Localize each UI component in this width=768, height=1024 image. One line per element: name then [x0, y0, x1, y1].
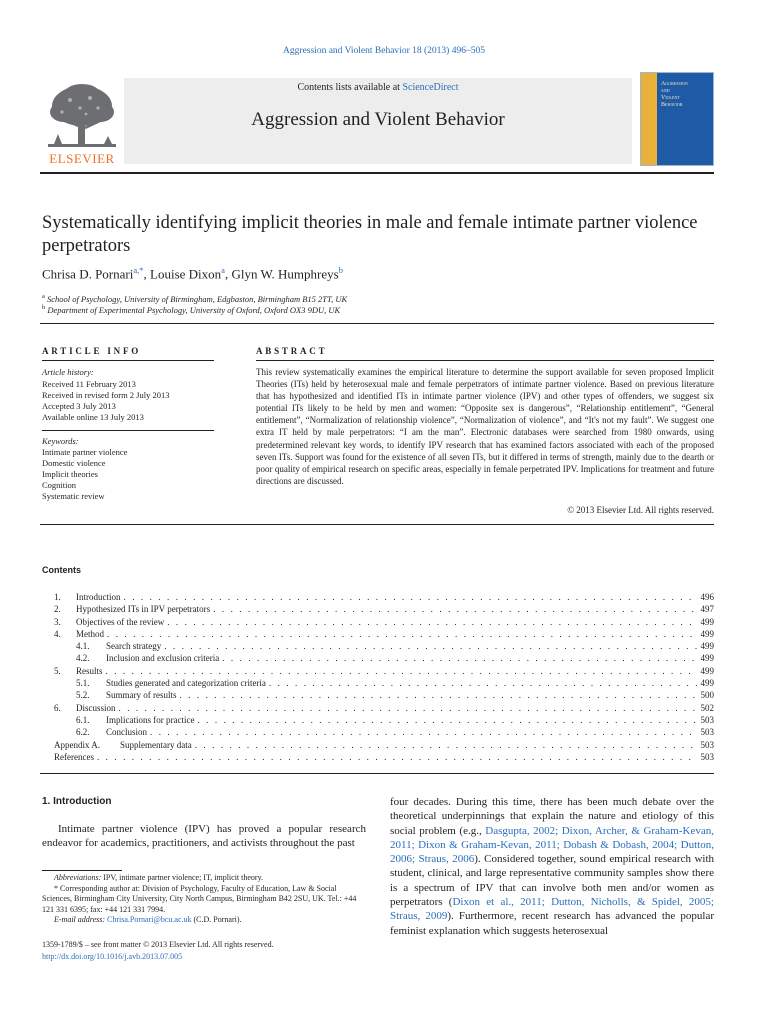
copyright-notice: © 2013 Elsevier Ltd. All rights reserved. [567, 505, 714, 515]
cover-title-line: and [661, 88, 670, 94]
abbreviations-text: IPV, intimate partner violence; IT, implicit theory. [101, 873, 264, 882]
journal-name: Aggression and Violent Behavior [251, 109, 505, 130]
contents-available-line [124, 82, 632, 93]
corresponding-author-footnote [42, 884, 366, 916]
toc-entry-label[interactable]: Inclusion and exclusion criteria [106, 653, 220, 664]
citation-link[interactable]: Dixon et al., 2011; Dutton, Nicholls, & Spidel, 2005; Straus, 2009 [390, 896, 714, 923]
author-affiliation-mark[interactable]: a,* [133, 265, 144, 275]
article-info-rule [42, 360, 214, 361]
toc-entry-page: 503 [700, 727, 714, 738]
toc-entry[interactable] [54, 678, 714, 690]
abbreviations-footnote [42, 873, 366, 884]
footnote-rule [42, 870, 122, 871]
toc-entry-page: 503 [700, 751, 714, 762]
toc-entry-number: 1. [54, 592, 61, 602]
contents-top-rule [40, 524, 714, 525]
toc-leader-dots [124, 592, 697, 602]
affiliation [42, 304, 340, 315]
toc-entry-label[interactable]: References [54, 751, 94, 762]
sciencedirect-link[interactable]: ScienceDirect [402, 82, 459, 93]
toc-entry-page: 499 [700, 653, 714, 664]
email-suffix: (C.D. Pornari). [191, 915, 242, 924]
paragraph-text: four decades. During this time, there has been much debate over the theoretical underpinnings that explain the nature and etiology of this social problem (e.g., [390, 796, 714, 837]
toc-leader-dots [195, 740, 697, 750]
toc-entry-number: 5.1. [76, 678, 90, 689]
toc-entry-page: 499 [700, 665, 714, 676]
toc-entry[interactable] [54, 752, 714, 764]
toc-entry-number: 4.1. [76, 641, 90, 652]
affiliation-text: Department of Experimental Psychology, University of Oxford, Oxford OX3 9DU, UK [47, 304, 341, 315]
doi-link[interactable]: http://dx.doi.org/10.1016/j.avb.2013.07.005 [42, 952, 183, 961]
toc-entry-number: 6.1. [76, 714, 90, 725]
toc-entry[interactable] [54, 690, 714, 702]
toc-entry-number: 5.2. [76, 690, 90, 701]
toc-leader-dots [197, 715, 696, 725]
corresponding-text: Corresponding author at: Division of Psychology, Faculty of Education, Law & Social Sciences, Birmingham City University, City North Campus, Birmingham B42 2SU, UK. Tel.: +44 121 331 6395; fax: +44 121 331 7994. [42, 883, 357, 914]
keyword: Domestic violence [42, 458, 106, 468]
author-name: Louise Dixon [150, 266, 222, 282]
table-of-contents [54, 592, 714, 764]
toc-entry-number: 4.2. [76, 653, 90, 664]
history-online: Available online 13 July 2013 [42, 412, 144, 422]
toc-entry-page: 499 [700, 616, 714, 627]
keyword: Implicit theories [42, 469, 98, 479]
toc-entry-page: 496 [700, 592, 714, 602]
contents-available-text: Contents lists available at [297, 82, 403, 93]
email-label: E-mail address: [54, 915, 106, 924]
intro-paragraph-right [390, 795, 714, 938]
paragraph-text: ). Considered together, sound empirical research with student, clinical, and large representative community samples show there is a spectrum of IPV that can involve both men and/or women as perpetrators ( [390, 853, 714, 909]
toc-entry-label[interactable]: Conclusion [106, 727, 148, 738]
keyword: Systematic review [42, 491, 105, 501]
toc-entry-page: 500 [700, 690, 714, 701]
header-rule [40, 172, 714, 174]
article-info-heading: ARTICLE INFO [42, 346, 142, 356]
keywords-rule [42, 430, 214, 431]
journal-citation-link[interactable]: Aggression and Violent Behavior 18 (2013) 496–505 [283, 46, 485, 56]
affiliation-mark: a [42, 293, 45, 300]
toc-entry[interactable] [54, 740, 714, 752]
issn-line: 1359-1789/$ – see front matter © 2013 Elsevier Ltd. All rights reserved. [42, 940, 274, 949]
cover-title [661, 81, 711, 109]
toc-entry[interactable] [54, 617, 714, 629]
toc-leader-dots [164, 641, 696, 651]
author-name: Chrisa D. Pornari [42, 266, 134, 282]
toc-entry-label[interactable]: Objectives of the review [76, 616, 165, 627]
toc-leader-dots [213, 604, 696, 614]
abstract-rule [256, 360, 714, 361]
affiliation-mark: b [42, 304, 46, 311]
toc-entry-page: 499 [700, 678, 714, 689]
author-affiliation-mark[interactable]: b [338, 265, 343, 275]
history-accepted: Accepted 3 July 2013 [42, 401, 116, 411]
toc-leader-dots [119, 703, 697, 713]
email-footnote [42, 915, 366, 926]
corresponding-mark: * [54, 883, 58, 893]
section-heading-introduction: 1. Introduction [42, 796, 112, 807]
toc-entry-page: 499 [700, 628, 714, 639]
toc-leader-dots [150, 727, 696, 737]
toc-entry-label[interactable]: Results [76, 665, 103, 676]
keywords-label: Keywords: [42, 436, 79, 446]
toc-entry-page: 502 [700, 702, 714, 713]
author-name: Glyn W. Humphreys [231, 266, 339, 282]
toc-entry-number: 2. [54, 604, 61, 615]
toc-entry-page: 503 [700, 739, 714, 750]
toc-leader-dots [106, 666, 697, 676]
affiliation [42, 293, 347, 304]
author-affiliation-mark[interactable]: a [221, 265, 225, 275]
intro-paragraph-left: Intimate partner violence (IPV) has proved a popular research endeavor for academics, practitioners, and activists throughout the past [42, 823, 366, 850]
history-received: Received 11 February 2013 [42, 379, 136, 389]
abbreviations-label: Abbreviations: [54, 873, 102, 882]
footnotes [42, 873, 366, 926]
toc-entry-label[interactable]: Discussion [76, 702, 116, 713]
paper-title: Systematically identifying implicit theories in male and female intimate partner violence perpetrators [42, 213, 698, 256]
toc-leader-dots [222, 653, 696, 663]
author-list [42, 265, 343, 282]
toc-entry[interactable] [54, 703, 714, 715]
author-separator: , [143, 266, 151, 282]
toc-entry[interactable] [54, 653, 714, 665]
toc-entry-label[interactable]: Search strategy [106, 641, 162, 652]
journal-cover-thumbnail[interactable] [640, 72, 714, 166]
keyword: Intimate partner violence [42, 447, 128, 457]
abstract-heading: ABSTRACT [256, 346, 328, 356]
toc-entry-number: 6.2. [76, 727, 90, 738]
toc-entry-number: 6. [54, 702, 61, 713]
toc-entry-label[interactable]: Supplementary data [120, 739, 192, 750]
paragraph-text: ). Furthermore, recent research has advanced the popular feminist explanation which suggests heterosexual [390, 910, 714, 937]
toc-entry-label[interactable]: Hypothesized ITs in IPV perpetrators [76, 604, 211, 615]
title-rule [40, 323, 714, 324]
toc-entry-page: 503 [700, 714, 714, 725]
toc-entry-label[interactable]: Summary of results [106, 690, 177, 701]
publisher-wordmark: ELSEVIER [49, 151, 115, 166]
toc-entry[interactable] [54, 604, 714, 616]
cover-strip [641, 73, 657, 165]
abstract-text: This review systematically examines the empirical literature to determine the support available for seven proposed Implicit Theories (ITs) held by heterosexual male and female perpetrators of intimate partner violence. Based on previous literature that has hypothesized and identified ITs in intimate partner violence (IPV) and other types of offenders, we suggest six potential ITs likely to be held by men and women: “Opposite sex is dangerous”, “Relationship entitlement”, “General entitlement”, “Normalization of relationship violence”, “Normalization of violence”, and “It's not my fault”. We suggest one extra IT held by male perpetrators: “I am the man”. Electronic databases were searched from 1980 onwards, using predetermined relevant key words, to identify IPV research that has examined factors associated with each of the proposed seven ITs. Support was found for the existence of all seven ITs, but it differed in terms of strength, mainly due to the dearth or poor quality of empirical research on specific areas, especially in female perpetrated IPV. Implications for treatment and future directions are discussed. [256, 367, 714, 486]
toc-leader-dots [269, 678, 697, 688]
toc-entry[interactable] [54, 715, 714, 727]
toc-entry-number: 3. [54, 616, 61, 627]
cover-title-line: Violent [661, 95, 680, 101]
toc-entry[interactable] [54, 641, 714, 653]
cover-title-line: Behavior [661, 102, 683, 108]
toc-entry[interactable] [54, 629, 714, 641]
toc-entry[interactable] [54, 727, 714, 739]
history-revised: Received in revised form 2 July 2013 [42, 390, 170, 400]
toc-entry[interactable] [54, 592, 714, 604]
contents-heading: Contents [42, 565, 81, 575]
toc-entry-page: 499 [700, 641, 714, 652]
toc-entry-label[interactable]: Studies generated and categorization criteria [106, 678, 266, 689]
toc-entry-label[interactable]: Introduction [76, 592, 121, 602]
toc-leader-dots [97, 752, 697, 762]
toc-leader-dots [107, 629, 697, 639]
article-history-label: Article history: [42, 367, 94, 377]
author-email-link[interactable]: Chrisa.Pornari@bcu.ac.uk [107, 915, 192, 924]
cover-title-line: Aggression [661, 81, 688, 87]
citation-link[interactable]: Dasgupta, 2002; Dixon, Archer, & Graham-Kevan, 2011; Dixon & Graham-Kevan, 2011; Dobash & Dobash, 2004; Dutton, 2006; Straus, 2006 [390, 824, 714, 866]
toc-entry[interactable] [54, 666, 714, 678]
keyword: Cognition [42, 480, 77, 490]
toc-leader-dots [167, 617, 696, 627]
toc-entry-page: 497 [700, 604, 714, 615]
toc-leader-dots [180, 690, 697, 700]
affiliation-text: School of Psychology, University of Birmingham, Edgbaston, Birmingham B15 2TT, UK [47, 293, 348, 304]
contents-bottom-rule [40, 773, 714, 774]
toc-entry-label[interactable]: Method [76, 628, 104, 639]
toc-entry-label[interactable]: Implications for practice [106, 714, 195, 725]
toc-entry-number: 5. [54, 665, 61, 676]
toc-entry-number: Appendix A. [54, 739, 100, 750]
toc-entry-number: 4. [54, 628, 61, 639]
author-separator: , [224, 266, 232, 282]
